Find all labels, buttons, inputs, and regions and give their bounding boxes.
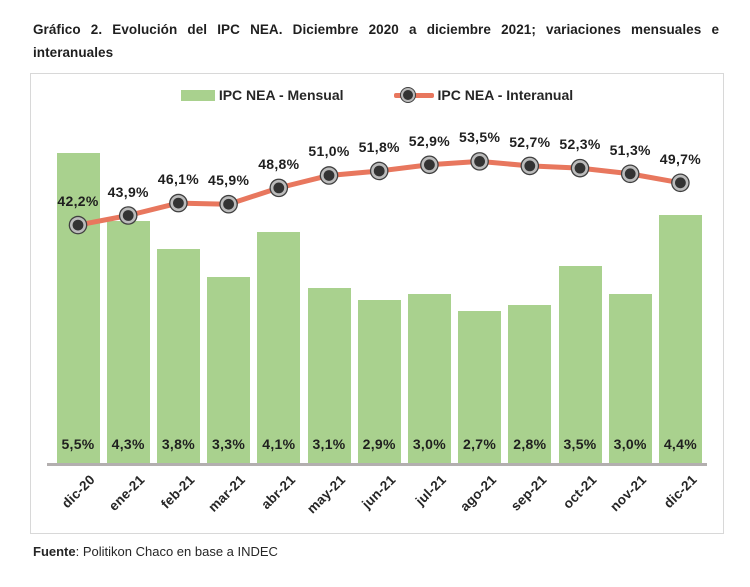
line-value-label: 52,9%: [408, 132, 450, 149]
line-value-label: 45,9%: [207, 172, 250, 189]
line-marker: [420, 155, 439, 174]
category-label-text: sep-21: [507, 472, 550, 514]
category-label-text: nov-21: [607, 472, 650, 515]
footer-source: [33, 544, 278, 559]
line-value-label: 52,3%: [559, 136, 601, 153]
chart-frame: [30, 73, 724, 534]
source-text: : Politikon Chaco en base a INDEC: [75, 544, 278, 559]
line-value-label: 51,0%: [308, 143, 350, 160]
line-marker: [521, 157, 540, 176]
line-marker: [470, 152, 489, 171]
category-label-text: dic-20: [58, 472, 98, 512]
bar-value-label: 3,0%: [613, 436, 647, 452]
category-label-text: feb-21: [158, 472, 198, 512]
category-label-text: mar-21: [205, 472, 249, 515]
source-label: Fuente: [33, 544, 76, 559]
legend-label-interanual: IPC NEA - Interanual: [437, 87, 574, 103]
line-value-label: 42,2%: [57, 193, 99, 210]
line-value-label: 43,9%: [107, 183, 149, 200]
line-value-label: 53,5%: [458, 129, 501, 146]
line-value-label: 46,1%: [157, 171, 199, 188]
bar-value-label: 2,9%: [362, 436, 396, 452]
line-marker: [219, 195, 238, 214]
page-title: Gráfico 2. Evolución del IPC NEA. Diciembre 2020 a diciembre 2021; variaciones mensuales e interanuales: [33, 22, 719, 60]
line-marker: [270, 179, 289, 198]
line-marker: [621, 164, 640, 183]
category-label-text: dic-21: [660, 472, 700, 512]
line-marker: [169, 194, 188, 213]
line-marker: [320, 166, 339, 185]
bar-value-label: 3,5%: [563, 436, 597, 452]
category-label-text: ago-21: [456, 472, 500, 515]
line-value-label: 51,8%: [358, 138, 400, 155]
line-marker: [671, 174, 690, 193]
line-value-label: 48,8%: [258, 155, 300, 172]
line-marker: [370, 162, 389, 181]
bar-value-label: 3,0%: [412, 436, 446, 452]
legend-label-mensual: IPC NEA - Mensual: [218, 87, 344, 103]
bar-value-label: 3,8%: [161, 436, 195, 452]
category-label-text: oct-21: [560, 472, 600, 512]
category-label-text: may-21: [304, 472, 349, 517]
category-label-text: abr-21: [258, 472, 299, 513]
line-value-label: 52,7%: [509, 133, 551, 150]
line-marker: [119, 206, 138, 225]
category-label-text: ene-21: [106, 472, 148, 514]
category-label-text: jun-21: [359, 472, 399, 512]
bar-value-label: 3,1%: [312, 436, 346, 452]
line-marker: [571, 159, 590, 178]
line-marker: [69, 216, 88, 235]
bar-value-label: 4,1%: [262, 436, 296, 452]
bar-value-label: 3,3%: [212, 436, 246, 452]
bar-value-label: 2,7%: [463, 436, 497, 452]
bar-value-label: 4,4%: [663, 436, 697, 452]
bar-value-label: 4,3%: [111, 436, 145, 452]
line-value-label: 49,7%: [659, 150, 701, 167]
bar-value-label: 5,5%: [61, 436, 95, 452]
line-value-label: 51,3%: [609, 141, 651, 158]
bar-value-label: 2,8%: [513, 436, 547, 452]
plot-area: [31, 74, 723, 533]
category-label-text: jul-21: [412, 472, 449, 509]
